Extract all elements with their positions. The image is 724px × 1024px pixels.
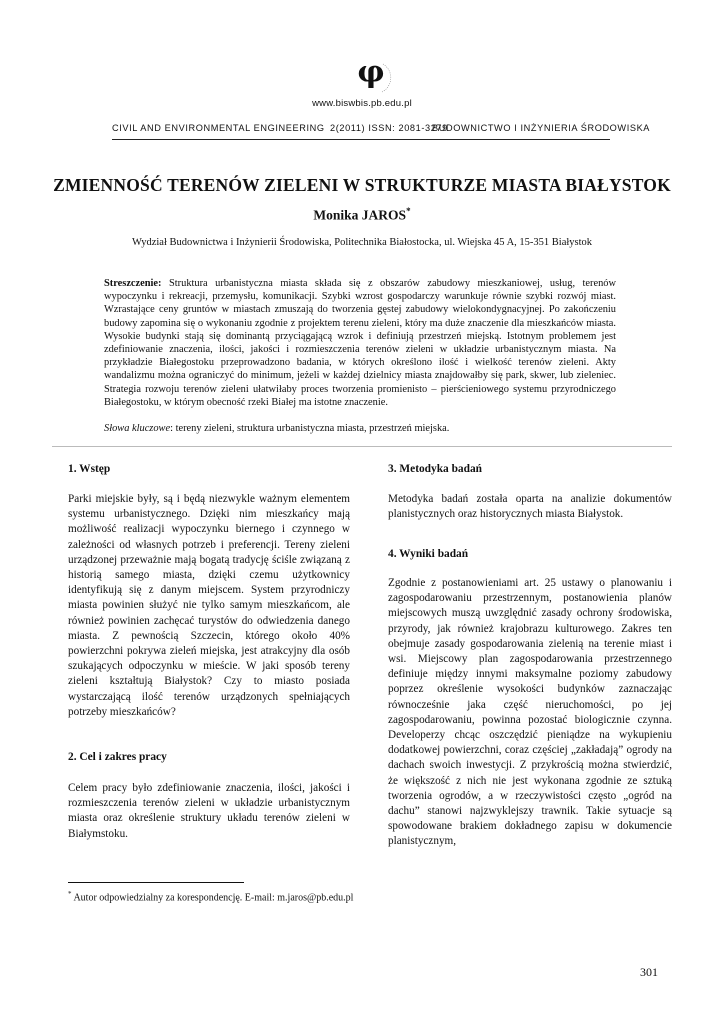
journal-name-en: CIVIL AND ENVIRONMENTAL ENGINEERING — [112, 123, 325, 133]
footnote-rule — [68, 882, 244, 883]
svg-text:φ: φ — [357, 55, 385, 90]
page-number: 301 — [640, 965, 658, 979]
abstract — [104, 277, 616, 409]
section-4-heading: 4. Wyniki badań — [388, 548, 469, 560]
footnote-mark: * — [68, 890, 72, 898]
section-1-heading: 1. Wstęp — [68, 463, 111, 475]
affiliation: Wydział Budownictwa i Inżynierii Środowiska, Politechnika Białostocka, ul. Wiejska 45 A, 15-351 Białystok — [131, 237, 593, 248]
keywords-label: Słowa kluczowe — [104, 423, 171, 434]
section-2-text: Celem pracy było zdefiniowanie znaczenia, ilości, jakości i rozmieszczenia terenów zieleni w układzie urbanistycznym miasta oraz określenie struktury układu terenów zieleni w Białymstoku. — [68, 782, 350, 840]
keywords — [104, 423, 616, 434]
section-3-heading: 3. Metodyka badań — [388, 463, 482, 475]
logo-icon — [346, 52, 396, 102]
author-name: Monika JAROS — [313, 207, 407, 223]
journal-logo — [346, 52, 396, 102]
keywords-text: : tereny zieleni, struktura urbanistyczna miasta, przestrzeń miejska. — [170, 423, 450, 434]
footnote — [68, 890, 353, 903]
journal-issue: 2(2011) ISSN: 2081-3279 — [330, 123, 448, 133]
header-rule — [112, 139, 610, 140]
section-2-heading: 2. Cel i zakres pracy — [68, 751, 167, 763]
section-3-text: Metodyka badań została oparta na analizie dokumentów planistycznych oraz historycznych miasta Białystok. — [388, 493, 672, 521]
section-divider — [52, 446, 672, 447]
journal-url[interactable]: www.biswbis.pb.edu.pl — [312, 98, 412, 109]
journal-name-pl: BUDOWNICTWO I INŻYNIERIA ŚRODOWISKA — [432, 123, 651, 133]
author-mark: * — [406, 206, 411, 216]
abstract-text: Struktura urbanistyczna miasta składa się z obszarów zabudowy mieszkaniowej, usług, terenów wypoczynku i rekreacji, przemysłu, komunikacji. Szybki wzrost gospodarczy warunkuje równie szybki rozwój miast. Wzrastające ceny gruntów w miastach zmuszają do tworzenia gęstej zabudowy wielokondygnacyjnej. Po zakończeniu budowy zapomina się o wykonaniu zgodnie z projektem terenu zieleni, który ma duże znaczenie dla mieszkańców miasta. Wysokie budynki stają się dominantą przyciągającą wzrok i definiują przestrzeń miejską. Istotnym problemem jest zdefiniowanie znaczenia, ilości, jakości i rozmieszczenia terenów zieleni w układzie urbanistycznym miasta. Na przykładzie Białegostoku przeprowadzono badania, w których określono ilość i wielkość terenów zieleni. Akty wandalizmu można ograniczyć do minimum, jeżeli w każdej dzielnicy miasta znajdowałby się park, skwer, lub zieleniec. Strategia rozwoju terenów zieleni ułatwiłaby proces tworzenia promienisto – pierścieniowego systemu przyrodniczego Białegostoku, w którym obecność rzeki Białej ma istotne znaczenie. — [104, 278, 616, 408]
author — [0, 206, 724, 224]
section-4-text: Zgodnie z postanowieniami art. 25 ustawy o planowaniu i zagospodarowaniu przestrzennym, postanowienia planów miejscowych muszą uwzględnić zasady ochrony środowiska, przyrody, jak również krajobrazu kulturowego. Zakres ten obejmuje zasady gospodarowania zielenią na terenie miast i wsi. Miejscowy plan zagospodarowania przestrzennego definiuje między innymi maksymalne poziomy zabudowy poprzez określenie wysokości budynków zaznaczając równocześnie jaka część nieruchomości, po jej zagospodarowaniu, powinna pozostać biologicznie czynna. Developerzy chcąc oszczędzić pieniądze na wykupieniu dodatkowej powierzchni, coraz częściej „zakładają” ogrody na dachach swoich inwestycji. Z przykrością można stwierdzić, że większość z nich nie jest wykonana zgodnie ze sztuką tworzenia ogrodów, a w rzeczywistości często „ogród na dachu” stanowi najzwyklejszy trawnik. Takie sytuacje są spowodowane brakiem dokładnego zapisu w dokumencie planistycznym, — [388, 577, 672, 848]
paper-title: ZMIENNOŚĆ TERENÓW ZIELENI W STRUKTURZE MIASTA BIAŁYSTOK — [53, 175, 671, 195]
footnote-text: Autor odpowiedzialny za korespondencję. E-mail: m.jaros@pb.edu.pl — [73, 892, 354, 904]
abstract-label: Streszczenie: — [104, 278, 162, 289]
section-1-text: Parki miejskie były, są i będą niezwykle ważnym elementem systemu urbanistycznego. Dzięki nim mieszkańcy mają możliwość realizacji wypoczynku biernego i czynnego w zależności od własnych potrzeb i preferencji. Tereny zieleni urządzonej przeważnie mają bogatą tradycję ściśle związaną z historią samego miasta, dzięki czemu użytkownicy identyfikują się z danym miejscem. System przyrodniczy miasta powinien służyć nie tylko samym mieszkańcom, ale również powinien zachęcać turystów do odwiedzenia danego miasta. Z pewnością Szczecin, którego około 40% powierzchni pokrywa zieleń miejska, jest atrakcyjny dla osób szukających odpoczynku w mieście. W jaki sposób tereny zieleni kształtują Białystok? Czy to miasto posiada wystarczającą ilość terenów urządzonych spełniających potrzeby mieszkańców? — [68, 493, 350, 718]
